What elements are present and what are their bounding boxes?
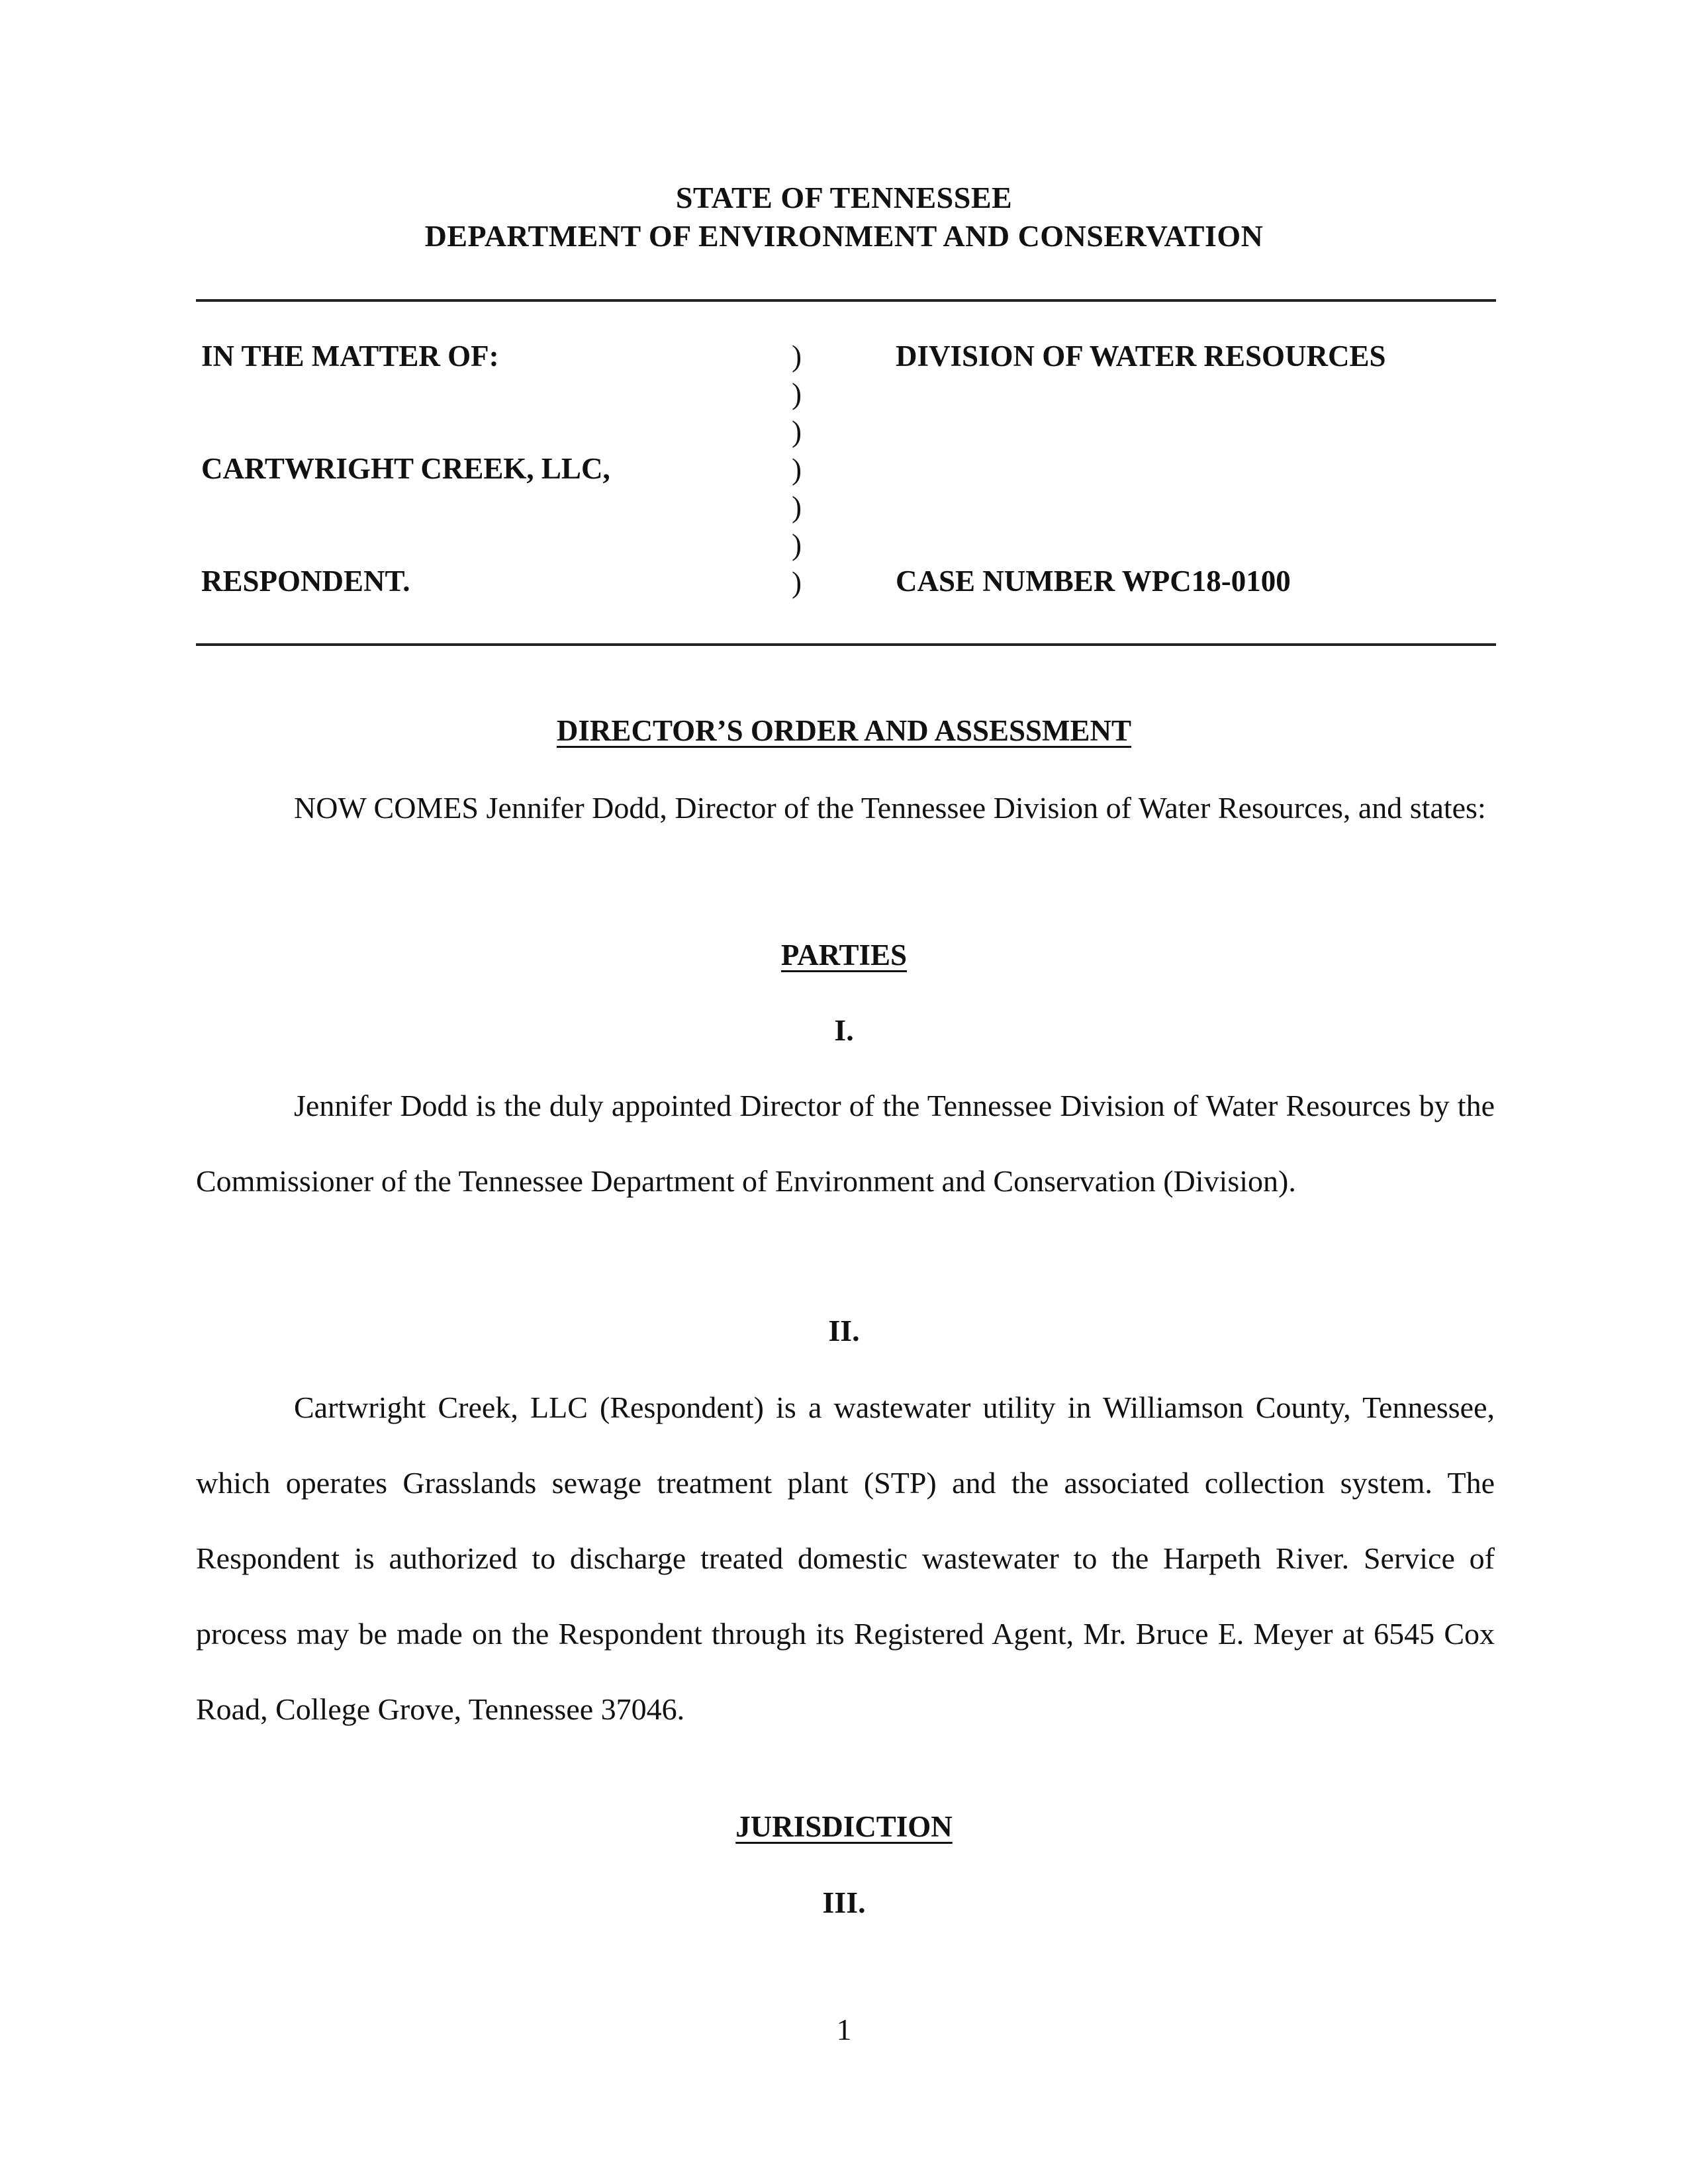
caption-division: DIVISION OF WATER RESOURCES: [896, 340, 1386, 373]
header-department: DEPARTMENT OF ENVIRONMENT AND CONSERVATION: [424, 219, 1264, 253]
paragraph-1-text: Jennifer Dodd is the duly appointed Director of the Tennessee Division of Water Resources by the Commissioner of the Tennessee Department of Environment and Conservation (Division).: [196, 1089, 1495, 1198]
paragraph-number-3: III.: [822, 1886, 866, 1919]
paragraph-2-text: Cartwright Creek, LLC (Respondent) is a wastewater utility in Williamson County, Tennessee, which operates Grasslands sewage treatment plant (STP) and the associated collection system. The Respondent is authorized to discharge treated domestic wastewater to the Harpeth River. Service of process may be made on the Respondent through its Registered Agent, Mr. Bruce E. Meyer at 6545 Cox Road, College Grove, Tennessee 37046.: [196, 1390, 1495, 1726]
caption-top-rule: [196, 299, 1496, 302]
caption-paren: ): [792, 453, 802, 486]
caption-respondent-label: RESPONDENT.: [201, 565, 410, 598]
caption-in-the-matter: IN THE MATTER OF:: [201, 340, 499, 373]
caption-bottom-rule: [196, 643, 1496, 646]
caption-paren: ): [792, 415, 802, 448]
caption-respondent-name: CARTWRIGHT CREEK, LLC,: [201, 452, 610, 485]
caption-paren: ): [792, 340, 802, 373]
caption-paren: ): [792, 566, 802, 599]
intro-paragraph: NOW COMES Jennifer Dodd, Director of the Tennessee Division of Water Resources, and states:: [294, 791, 1486, 825]
page-number: 1: [836, 2013, 852, 2046]
section-heading-parties: PARTIES: [780, 938, 908, 972]
document-title: DIRECTOR’S ORDER AND ASSESSMENT: [556, 714, 1132, 747]
section-heading-jurisdiction: JURISDICTION: [735, 1810, 953, 1843]
paragraph-number-1: I.: [834, 1013, 854, 1047]
caption-case-number: CASE NUMBER WPC18-0100: [896, 565, 1291, 598]
caption-paren: ): [792, 490, 802, 523]
caption-paren: ): [792, 528, 802, 561]
header-state: STATE OF TENNESSEE: [675, 181, 1013, 214]
paragraph-number-2: II.: [828, 1314, 860, 1347]
caption-paren: ): [792, 377, 802, 410]
